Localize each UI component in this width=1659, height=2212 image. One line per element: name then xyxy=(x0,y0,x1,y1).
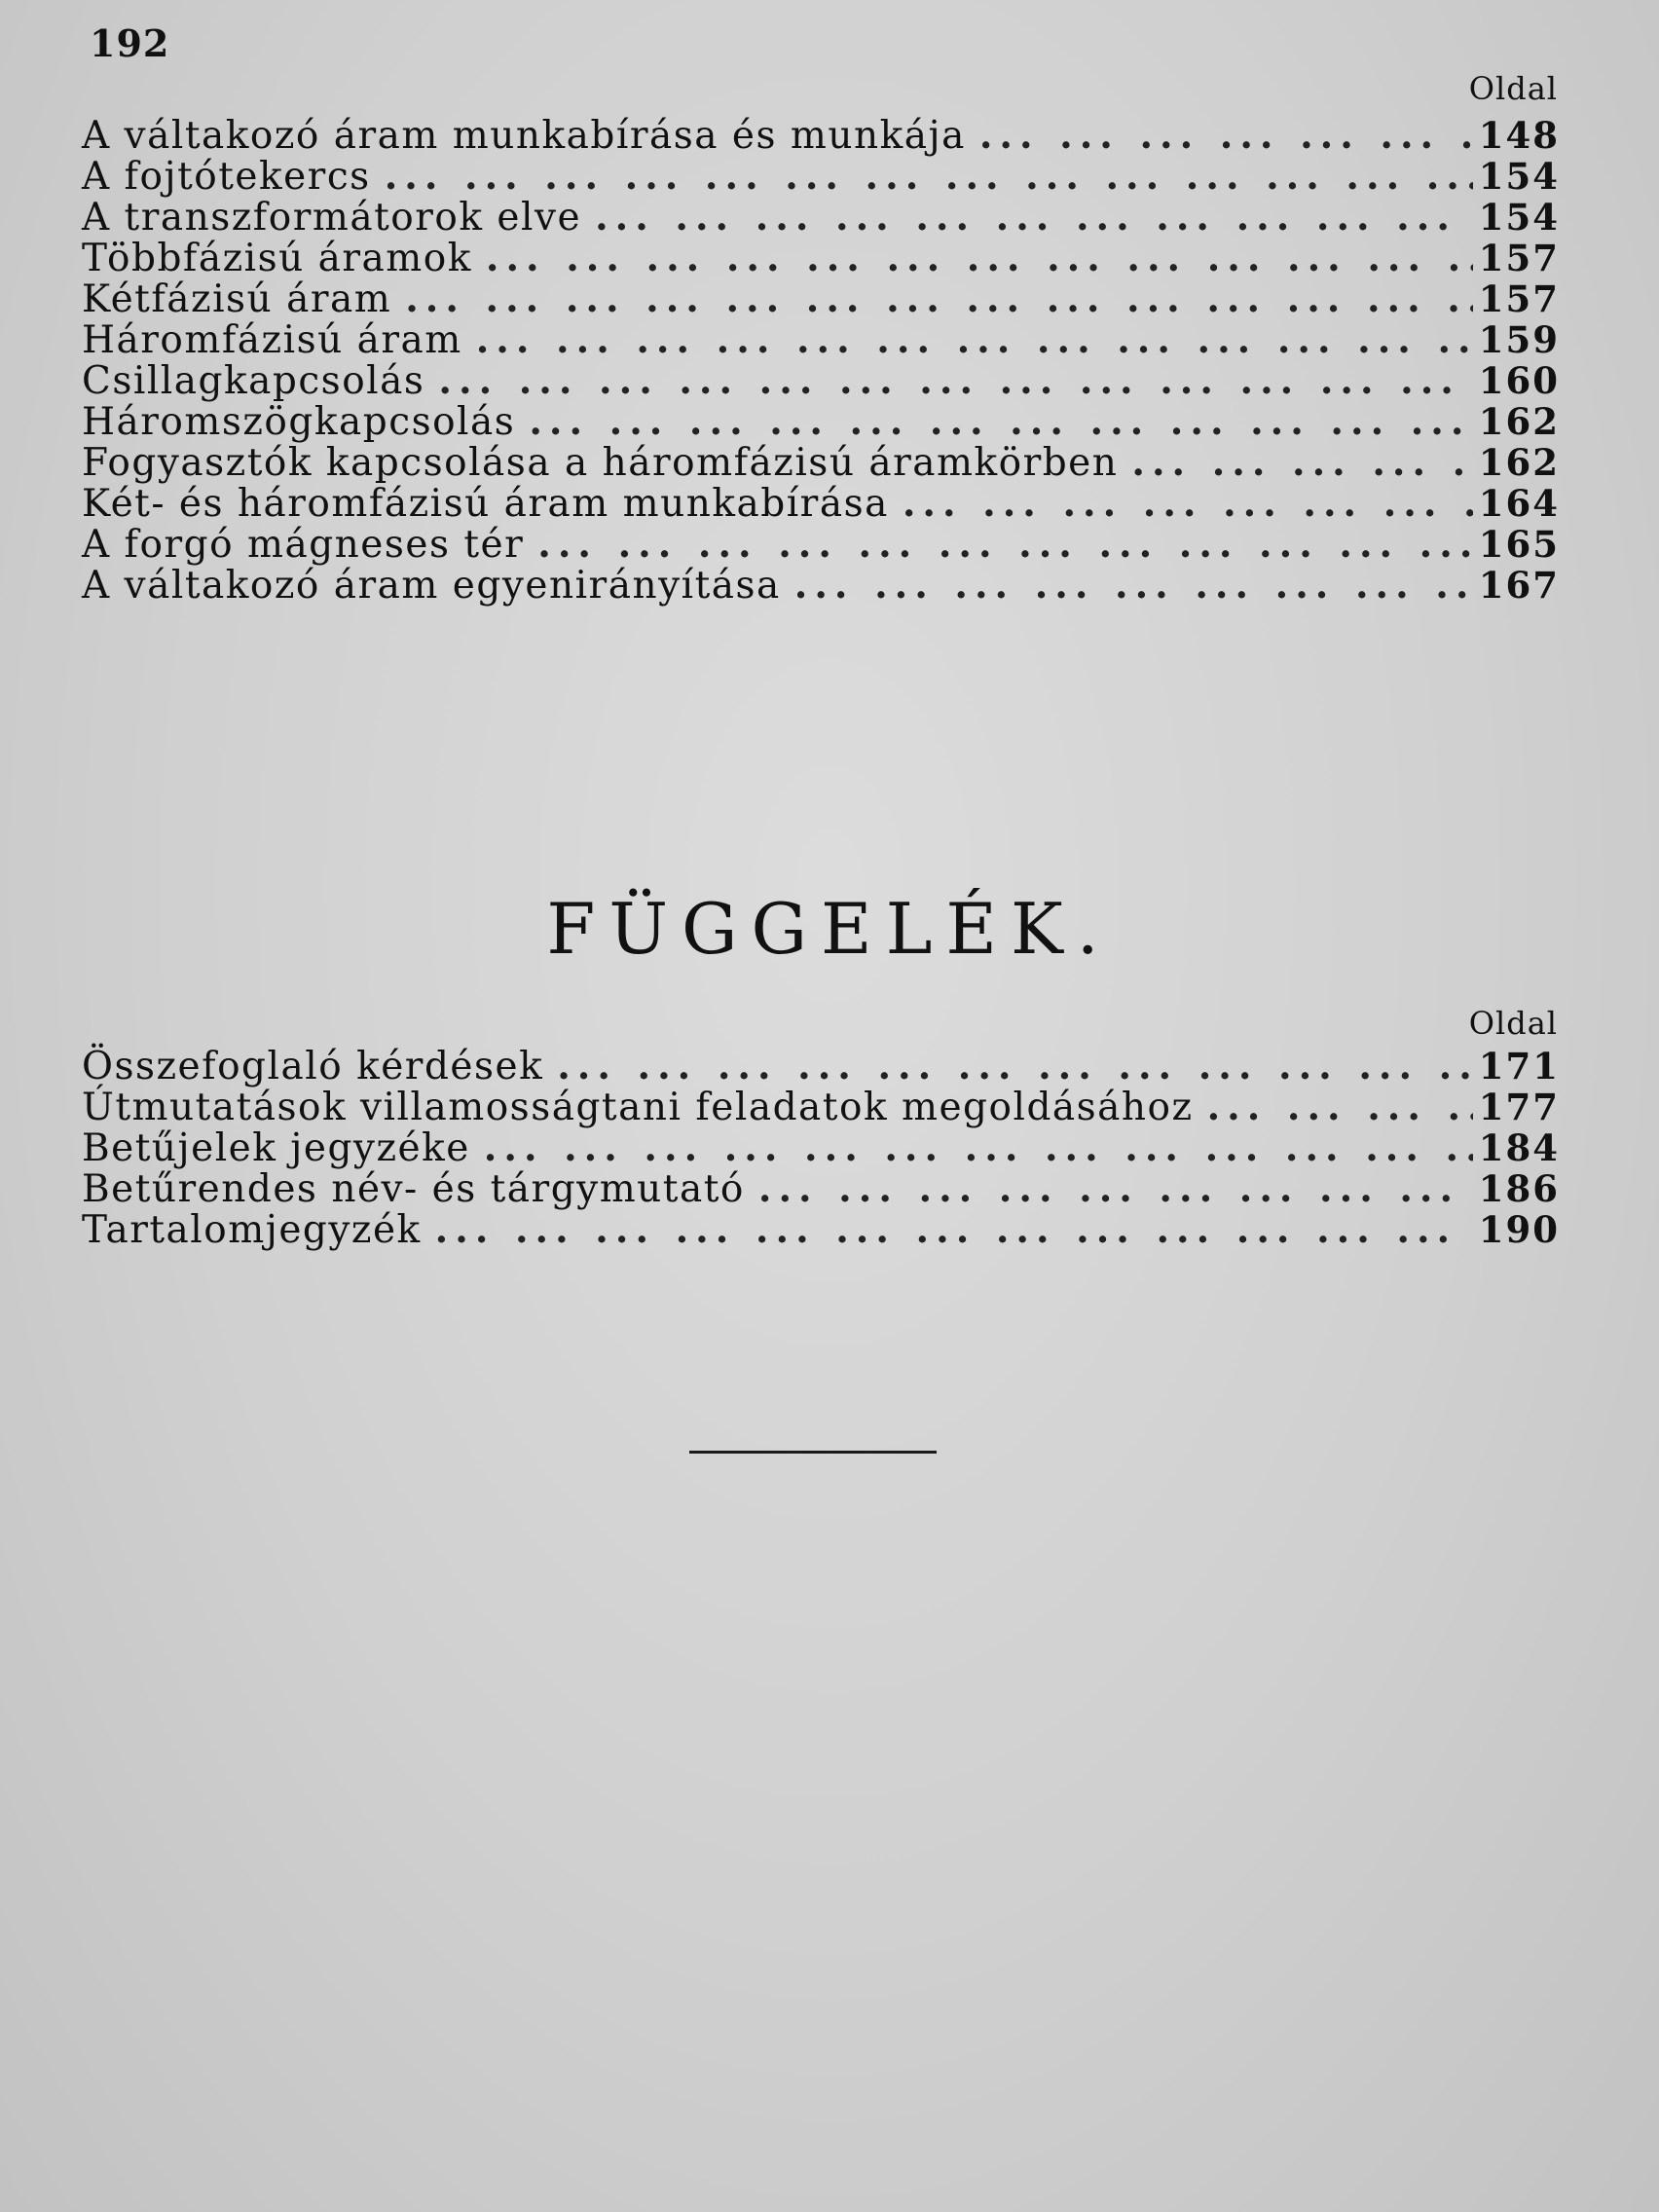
dot-leader xyxy=(529,401,1472,442)
appendix-entry xyxy=(82,1046,1560,1087)
toc-entry-page: 154 xyxy=(1478,196,1560,239)
toc-entry-title: A váltakozó áram munkabírása és munkája xyxy=(82,114,966,158)
toc-entry-title: A transzformátorok elve xyxy=(82,196,582,240)
toc-entry xyxy=(82,360,1560,401)
toc-entry-page: 165 xyxy=(1478,523,1560,566)
dot-leader xyxy=(476,319,1473,360)
dot-leader xyxy=(758,1168,1473,1209)
appendix-entry-title: Útmutatások villamosságtani feladatok megoldásához xyxy=(82,1086,1194,1129)
dot-leader xyxy=(903,483,1473,524)
dot-leader xyxy=(484,1127,1473,1168)
appendix-column-header: Oldal xyxy=(1468,1005,1558,1042)
dot-leader xyxy=(979,115,1473,156)
toc-entry-page: 162 xyxy=(1478,400,1560,443)
toc-entry xyxy=(82,319,1560,360)
toc-entry-page: 154 xyxy=(1478,155,1560,198)
divider-rule xyxy=(689,1451,937,1454)
page-number: 192 xyxy=(90,21,170,65)
toc-column-header: Oldal xyxy=(1468,70,1558,107)
toc-entry-title: Kétfázisú áram xyxy=(82,277,392,321)
dot-leader xyxy=(435,1209,1473,1250)
toc-entry-page: 157 xyxy=(1478,237,1560,279)
toc-entry xyxy=(82,442,1560,483)
appendix-entry-title: Betűjelek jegyzéke xyxy=(82,1126,470,1170)
toc-entry-title: Háromfázisú áram xyxy=(82,318,462,362)
appendix-entry-title: Tartalomjegyzék xyxy=(82,1208,422,1252)
appendix-entry xyxy=(82,1209,1560,1250)
appendix-list xyxy=(82,1046,1560,1250)
toc-entry-page: 160 xyxy=(1478,359,1560,402)
dot-leader xyxy=(537,524,1473,565)
appendix-entry-page: 190 xyxy=(1478,1208,1560,1251)
toc-list xyxy=(82,115,1560,606)
dot-leader xyxy=(1131,442,1472,483)
dot-leader xyxy=(557,1046,1473,1087)
toc-entry xyxy=(82,238,1560,278)
toc-entry xyxy=(82,156,1560,197)
dot-leader xyxy=(405,278,1473,319)
dot-leader xyxy=(794,565,1473,606)
toc-entry xyxy=(82,197,1560,238)
toc-entry-title: Háromszögkapcsolás xyxy=(82,400,516,444)
toc-entry-title: Csillagkapcsolás xyxy=(82,359,425,403)
dot-leader xyxy=(486,238,1473,278)
appendix-entry-title: Összefoglaló kérdések xyxy=(82,1045,544,1088)
appendix-entry xyxy=(82,1127,1560,1168)
dot-leader xyxy=(595,197,1473,238)
toc-entry-title: Két- és háromfázisú áram munkabírása xyxy=(82,482,889,526)
toc-entry xyxy=(82,278,1560,319)
appendix-heading: FÜGGELÉK. xyxy=(546,888,1113,970)
dot-leader xyxy=(438,360,1472,401)
appendix-entry-page: 184 xyxy=(1478,1126,1560,1169)
toc-entry-page: 148 xyxy=(1478,114,1560,157)
toc-entry-title: A fojtótekercs xyxy=(82,155,371,199)
toc-entry-page: 162 xyxy=(1478,441,1560,484)
appendix-entry-title: Betűrendes név- és tárgymutató xyxy=(82,1167,745,1211)
dot-leader xyxy=(385,156,1473,197)
toc-entry-page: 157 xyxy=(1478,277,1560,320)
toc-entry xyxy=(82,565,1560,606)
toc-entry-title: A váltakozó áram egyenirányítása xyxy=(82,564,781,608)
appendix-entry-page: 186 xyxy=(1478,1167,1560,1210)
toc-entry xyxy=(82,115,1560,156)
toc-entry xyxy=(82,401,1560,442)
appendix-entry-page: 177 xyxy=(1478,1086,1560,1128)
appendix-entry xyxy=(82,1168,1560,1209)
toc-entry-title: A forgó mágneses tér xyxy=(82,523,525,567)
dot-leader xyxy=(1207,1087,1473,1127)
toc-entry xyxy=(82,524,1560,565)
toc-entry-page: 164 xyxy=(1478,482,1560,525)
appendix-entry-page: 171 xyxy=(1478,1045,1560,1088)
toc-entry-title: Fogyasztók kapcsolása a háromfázisú áramkörben xyxy=(82,441,1119,485)
toc-entry xyxy=(82,483,1560,524)
toc-entry-page: 167 xyxy=(1478,564,1560,607)
toc-entry-title: Többfázisú áramok xyxy=(82,237,472,280)
toc-entry-page: 159 xyxy=(1478,318,1560,361)
appendix-entry xyxy=(82,1087,1560,1127)
